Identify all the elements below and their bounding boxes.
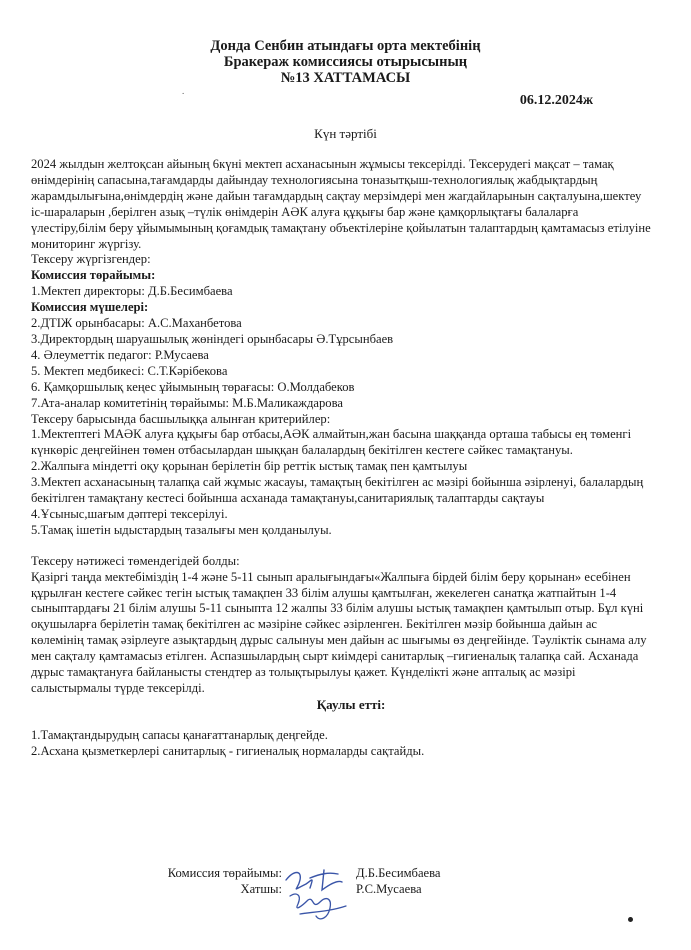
secretary-name: Р.С.Мусаева bbox=[356, 882, 422, 896]
member-line: 2.ДТІЖ орынбасары: А.С.Маханбетова bbox=[31, 316, 242, 331]
criteria-item: 3.Мектеп асханасының талапқа сай жұмыс жасауы, тамақтың бекітілген ас мәзірі бойынша әзірленуі, балалардың бекітілген тамақтану кестесі бойынша асханада тамақтануы,санитариялық талаптарды сақтауы bbox=[31, 475, 644, 506]
scan-mark: . bbox=[182, 86, 185, 96]
chair-name: Д.Б.Бесимбаева bbox=[356, 866, 441, 880]
criteria-item: 2.Жалпыға міндетті оқу қорынан берілетін бір реттік ыстық тамақ пен қамтылуы bbox=[31, 459, 468, 474]
document-body bbox=[31, 157, 651, 760]
result-heading: Тексеру нәтижесі төмендегідей болды: bbox=[31, 553, 240, 568]
title-line-2: Бракераж комиссиясы отырысының bbox=[223, 54, 468, 70]
spacer bbox=[31, 713, 651, 728]
members-heading: Комиссия мүшелері: bbox=[31, 300, 149, 315]
intro-paragraph: 2024 жылдын желтоқсан айының 6күні мектеп асханасынын жұмысы тексерілді. Тексерудегі мақсат – тамақ өнімдерінің сапасына,тағамдарды дайындау технологиясына тоназытқыш-технологиялық жабдықтардың жарамдылығына,өнімдердің және дайын тағамдардың сақтау мерзімдері мен жагдайларынын сақталуына,шектеу іс-шараларын ,берілген азық –түлік өнімдерін АӘК алуға құқығы бар және қамқорлықтағы балаларға үлестіру,білім беру ұйымымының қоғамдық тамақтану объектілеріне қойылатын талаптардың қамтамасыз етілуіне мониторинг жүргізу. bbox=[31, 157, 651, 251]
title-line-1: Донда Сенбин атындағы орта мектебінің bbox=[210, 38, 481, 54]
decision-item: 2.Асхана қызметкерлері санитарлық - гигиеналық нормаларды сақтайды. bbox=[31, 743, 425, 758]
chair-heading: Комиссия төрайымы: bbox=[31, 268, 156, 283]
decision-heading: Қаулы етті: bbox=[316, 696, 386, 712]
agenda-title: Күн тәртібі bbox=[314, 126, 377, 141]
chair-role: Комиссия төрайымы: bbox=[167, 866, 282, 880]
criteria-item: 1.Мектептегі МАӘК алуға құқығы бар отбасы,АӘК алмайтын,жан басына шаққанда орташа табысы ең төменгі күнкөріс деңгейінен төмен отбасылардан шыққан балалардың бекітілген кестеге сәйкес тамақтануы. bbox=[31, 427, 632, 458]
handwritten-signatures bbox=[280, 866, 360, 926]
scan-dot bbox=[628, 917, 633, 922]
member-line: 5. Мектеп медбикесі: С.Т.Кәрібекова bbox=[31, 363, 228, 378]
inspectors-label: Тексеру жүргізгендер: bbox=[31, 252, 151, 267]
member-line: 7.Ата-аналар комитетінің төрайымы: М.Б.Маликаждарова bbox=[31, 395, 343, 410]
title-line-3: №13 ХАТТАМАСЫ bbox=[280, 70, 411, 86]
member-line: 6. Қамқоршылық кеңес ұйымының төрағасы: О.Молдабеков bbox=[31, 379, 355, 394]
chair-line: 1.Мектеп директоры: Д.Б.Бесимбаева bbox=[31, 284, 233, 299]
member-line: 3.Директордың шаруашылық жөніндегі орынбасары Ә.Тұрсынбаев bbox=[31, 331, 394, 346]
member-line: 4. Әлеуметтік педагог: Р.Мусаева bbox=[31, 347, 209, 362]
criteria-item: 4.Ұсыныс,шағым дәптері тексерілуі. bbox=[31, 506, 228, 521]
criteria-heading: Тексеру барысында басшылыққа алынған критерийлер: bbox=[31, 411, 331, 426]
criteria-item: 5.Тамақ ішетін ыдыстардың тазалығы мен қолданылуы. bbox=[31, 522, 332, 537]
result-text: Қазіргі таңда мектебіміздің 1-4 және 5-11 сынып аралығындағы«Жалпыға бірдей білім беру қорынан» есебінен құрылған кестеге сәйкес тегін ыстық тамақпен 33 білім алушы қамтылған, жекелеген санатқа жатпайтын 1-4 сыныптардағы 21 білім алушы 5-11 сыныпта 12 жалпы 33 білім алушы ыстық тамақпен қамтылып отыр. Бұл күні оқушыларға берілетін тамақ бекітілген ас мәзіріне сәйкес әзірленген. Бекітілген мәзір бойынша дайын ас көлемінің тамақ әзірлеуге азықтардың дұрыс салынуы мен дайын ас шығымы өз деңгейінде. Тәуліктік сынама алу мен сақталу қамтамасыз етілген. Аспазшылардың сырт киімдері санитарлық –гигиеналық талапқа сай. Асханада дұрыс тамақтануға байланысты стендтер аз толықтырылуы қажет. Күнделікті және апталық ас мәзірі салыстырмалы түрде тексерілді. bbox=[31, 569, 647, 695]
document-date: 06.12.2024ж bbox=[519, 93, 593, 108]
document-title bbox=[0, 38, 691, 86]
decision-item: 1.Тамақтандырудың сапасы қанағаттанарлық деңгейде. bbox=[31, 727, 328, 742]
secretary-role: Хатшы: bbox=[240, 882, 282, 896]
spacer bbox=[31, 539, 651, 554]
